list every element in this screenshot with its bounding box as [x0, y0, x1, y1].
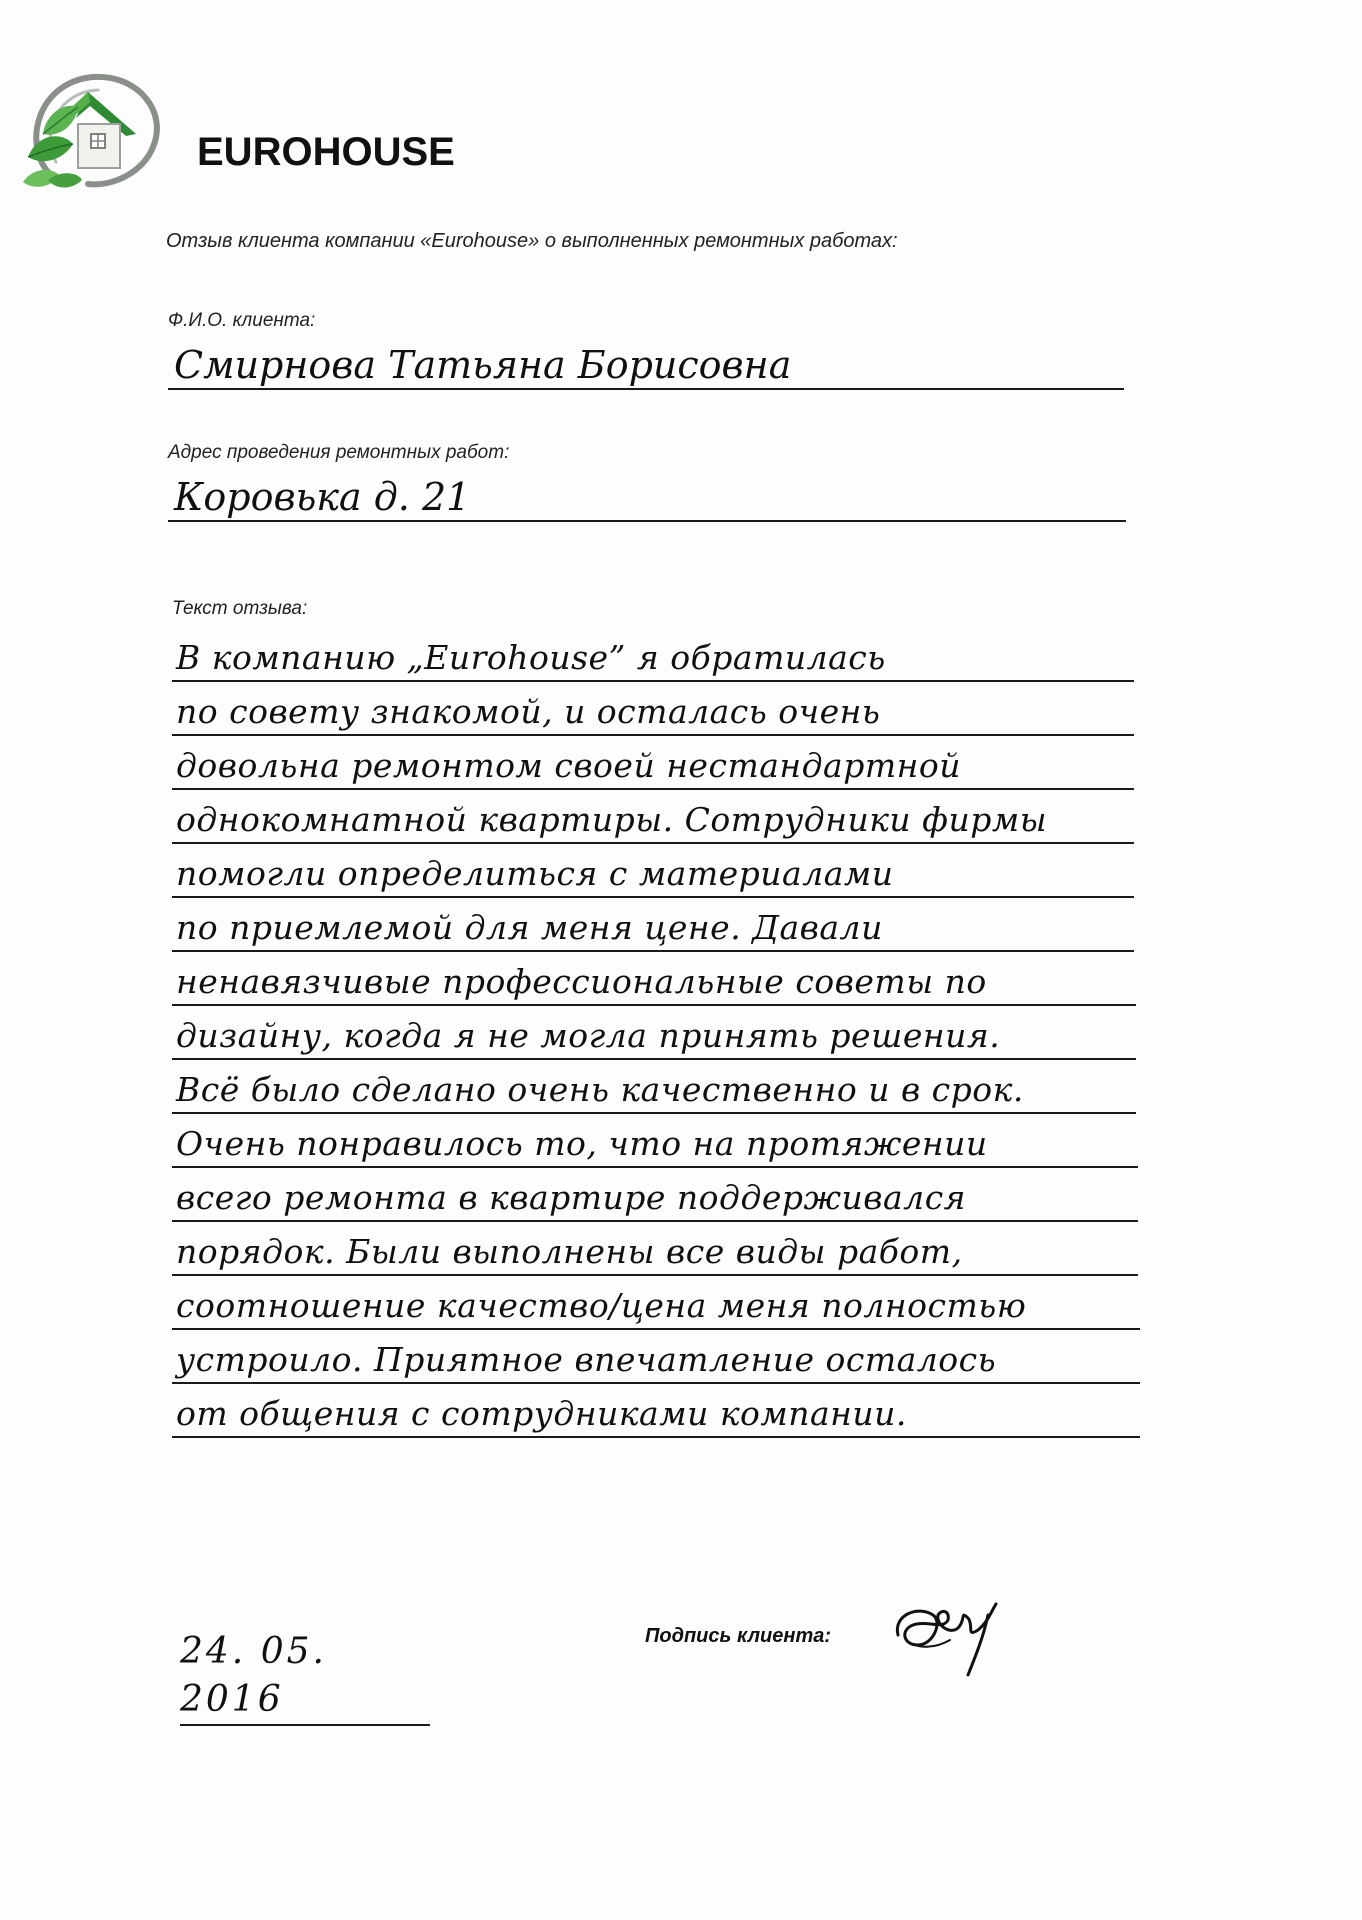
review-line: по совету знакомой, и осталась очень [172, 690, 1134, 736]
address-value: Коровька д. 21 [168, 474, 1126, 522]
review-label: Текст отзыва: [172, 598, 308, 619]
review-line: помогли определиться с материалами [172, 852, 1134, 898]
review-line: порядок. Были выполнены все виды работ, [172, 1230, 1138, 1276]
review-line: ненавязчивые профессиональные советы по [172, 960, 1136, 1006]
signature-label: Подпись клиента: [645, 1625, 832, 1647]
review-line: всего ремонта в квартире поддерживался [172, 1176, 1138, 1222]
form-subtitle: Отзыв клиента компании «Eurohouse» о выполненных ремонтных работах: [166, 230, 898, 252]
review-line: соотношение качество/цена меня полностью [172, 1284, 1140, 1330]
review-line: Всё было сделано очень качественно и в срок. [172, 1068, 1136, 1114]
review-line: однокомнатной квартиры. Сотрудники фирмы [172, 798, 1134, 844]
handwritten-signature-icon [888, 1590, 1008, 1680]
review-line: В компанию „Eurohouse” я обратилась [172, 636, 1134, 682]
review-line: Очень понравилось то, что на протяжении [172, 1122, 1138, 1168]
review-line: от общения с сотрудниками компании. [172, 1392, 1140, 1438]
review-line: дизайну, когда я не могла принять решения. [172, 1014, 1136, 1060]
review-line: по приемлемой для меня цене. Давали [172, 906, 1134, 952]
address-label: Адрес проведения ремонтных работ: [168, 442, 510, 463]
name-value: Смирнова Татьяна Борисовна [168, 342, 1124, 390]
review-line: довольна ремонтом своей нестандартной [172, 744, 1134, 790]
review-line: устроило. Приятное впечатление осталось [172, 1338, 1140, 1384]
review-date: 24. 05. 2016 [180, 1628, 430, 1726]
name-label: Ф.И.О. клиента: [168, 310, 316, 331]
house-leaf-logo-icon [18, 62, 168, 192]
brand-name: EUROHOUSE [197, 130, 455, 174]
